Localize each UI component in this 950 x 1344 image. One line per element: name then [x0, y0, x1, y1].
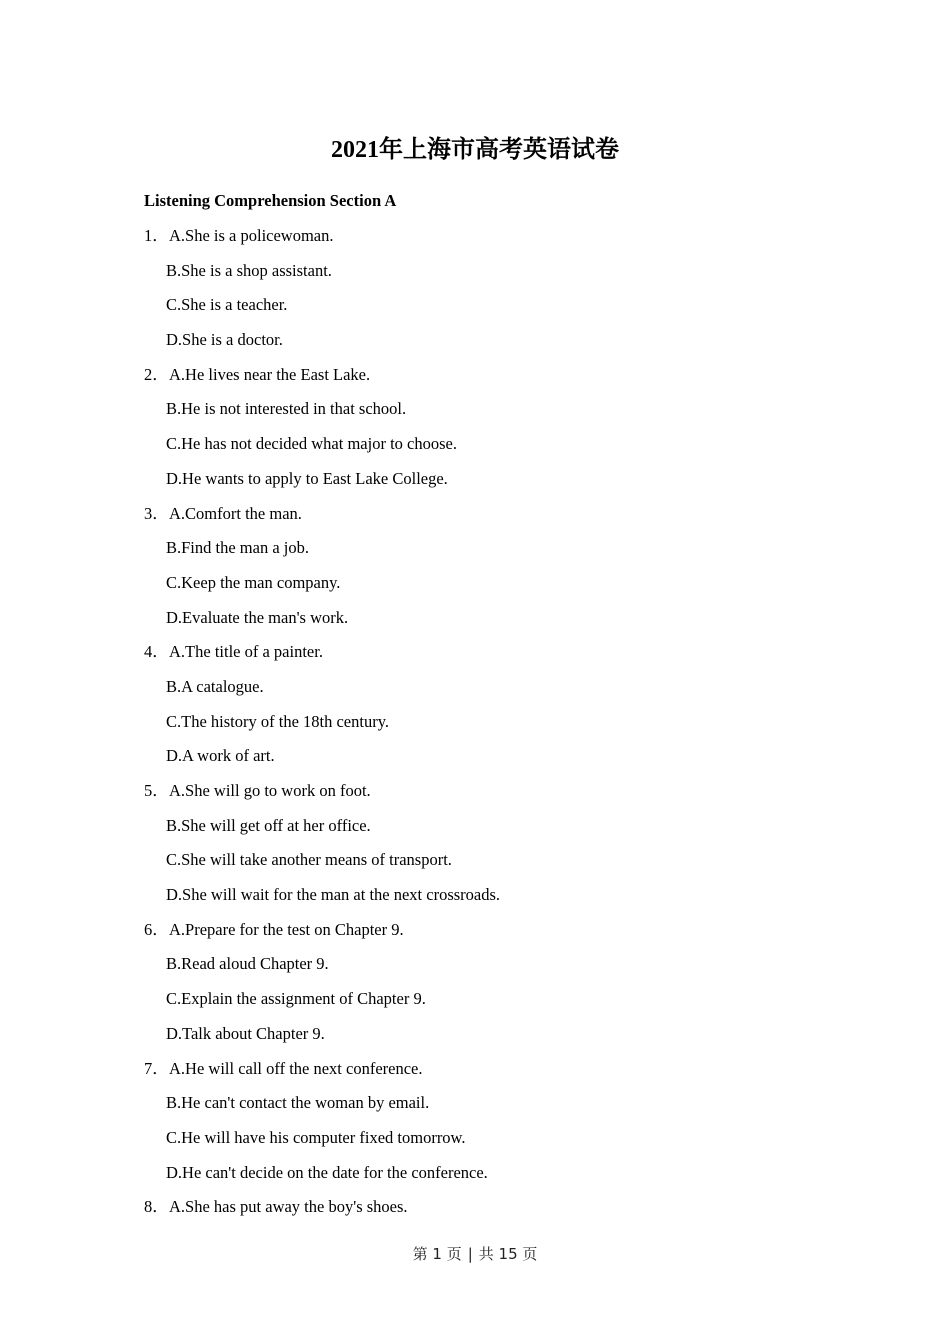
answer-option [144, 293, 824, 328]
question-item [144, 1057, 824, 1092]
answer-option [144, 987, 824, 1022]
answer-option [144, 571, 824, 606]
option-text: D.Evaluate the man's work. [166, 607, 349, 627]
section-heading: Listening Comprehension Section A [144, 191, 397, 210]
answer-option [144, 1161, 824, 1196]
option-text: D.A work of art. [166, 746, 275, 766]
answer-option [144, 952, 824, 987]
option-text: B.She is a shop assistant. [166, 260, 332, 280]
total-pages-label: 共 15 页 [478, 1245, 538, 1263]
answer-option [144, 536, 824, 571]
option-text: C.Keep the man company. [166, 572, 341, 592]
answer-option [144, 1091, 824, 1126]
answer-option [144, 259, 824, 294]
page-footer [0, 1243, 950, 1265]
option-text: B.He can't contact the woman by email. [166, 1093, 430, 1113]
question-item [144, 1195, 824, 1230]
answer-option [144, 1126, 824, 1161]
option-text: A.He will call off the next conference. [169, 1058, 423, 1078]
option-text: B.Find the man a job. [166, 538, 309, 558]
question-number: 5． [144, 781, 169, 800]
option-text: D.She will wait for the man at the next crossroads. [166, 885, 501, 905]
question-number: 4． [144, 642, 169, 662]
option-text: A.The title of a painter. [169, 642, 323, 662]
answer-option [144, 675, 824, 710]
option-text: C.Explain the assignment of Chapter 9. [166, 989, 426, 1009]
option-text: C.He has not decided what major to choose. [166, 434, 457, 454]
option-text: C.She will take another means of transport. [166, 850, 452, 870]
option-text: D.He wants to apply to East Lake College. [166, 468, 448, 488]
option-text: D.Talk about Chapter 9. [166, 1023, 325, 1043]
question-number: 7． [144, 1058, 169, 1078]
question-number: 6． [144, 919, 169, 939]
question-item [144, 779, 824, 814]
question-item [144, 918, 824, 953]
answer-option [144, 848, 824, 883]
question-number: 2． [144, 364, 169, 384]
option-text: A.Comfort the man. [169, 503, 302, 523]
answer-option [144, 432, 824, 467]
option-text: B.A catalogue. [166, 676, 264, 696]
answer-option [144, 883, 824, 918]
footer-separator: | [467, 1245, 473, 1263]
option-text: A.She has put away the boy's shoes. [169, 1197, 408, 1217]
answer-option [144, 1022, 824, 1057]
answer-option [144, 814, 824, 849]
question-item [144, 502, 824, 537]
option-text: A.He lives near the East Lake. [169, 364, 371, 384]
option-text: C.He will have his computer fixed tomorrow. [166, 1127, 466, 1147]
option-text: D.She is a doctor. [166, 330, 283, 350]
answer-option [144, 606, 824, 641]
answer-option [144, 397, 824, 432]
answer-option [144, 710, 824, 745]
answer-option [144, 467, 824, 502]
current-page-label: 第 1 页 [412, 1245, 462, 1263]
question-item [144, 363, 824, 398]
answer-option [144, 744, 824, 779]
option-text: C.The history of the 18th century. [166, 711, 390, 731]
option-text: A.She will go to work on foot. [169, 781, 371, 800]
option-text: B.She will get off at her office. [166, 815, 371, 835]
answer-option [144, 328, 824, 363]
question-item [144, 224, 824, 259]
option-text: D.He can't decide on the date for the conference. [166, 1162, 488, 1182]
question-number: 8． [144, 1197, 169, 1217]
question-number: 3． [144, 503, 169, 523]
option-text: B.Read aloud Chapter 9. [166, 954, 329, 974]
option-text: B.He is not interested in that school. [166, 399, 407, 419]
question-list [144, 224, 824, 1230]
question-number: 1． [144, 226, 169, 245]
option-text: A.Prepare for the test on Chapter 9. [169, 919, 404, 939]
option-text: C.She is a teacher. [166, 295, 288, 315]
option-text: A.She is a policewoman. [169, 226, 334, 245]
page-title: 2021年上海市高考英语试卷 [331, 137, 619, 163]
question-item [144, 640, 824, 675]
